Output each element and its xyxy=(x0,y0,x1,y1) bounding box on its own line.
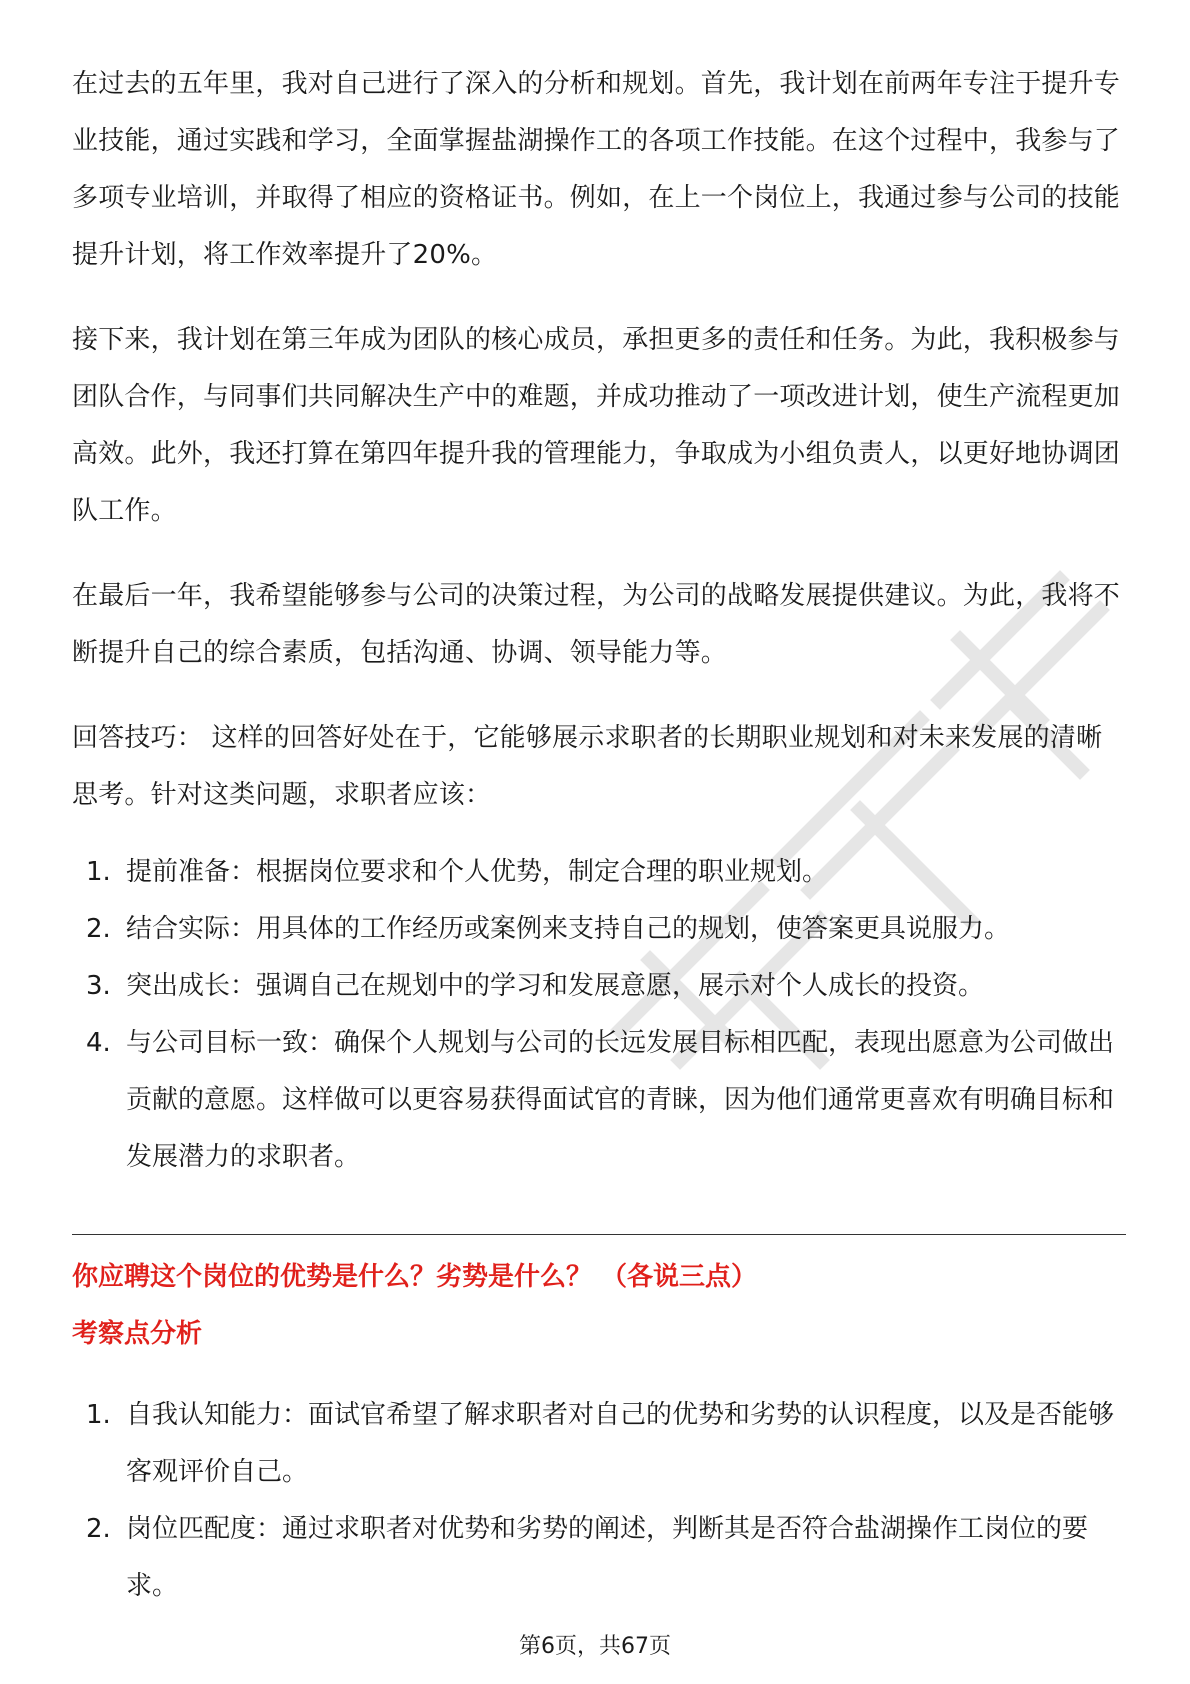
section-divider xyxy=(72,1234,1126,1235)
list-item-number: 3. xyxy=(86,971,111,1001)
paragraph-answer-tips: 回答技巧： 这样的回答好处在于，它能够展示求职者的长期职业规划和对未来发展的清晰思考。针对这类问题，求职者应该： xyxy=(72,723,1103,810)
list-item xyxy=(72,1387,1126,1501)
tips-list xyxy=(72,844,1126,1186)
page-number-footer: 第6页，共67页 xyxy=(519,1634,671,1659)
document-body xyxy=(72,56,1126,1663)
list-item xyxy=(72,844,1126,901)
analysis-list xyxy=(72,1387,1126,1615)
analysis-heading: 考察点分析 xyxy=(72,1319,203,1349)
paragraph-plan-intro: 在过去的五年里，我对自己进行了深入的分析和规划。首先，我计划在前两年专注于提升专业技能，通过实践和学习，全面掌握盐湖操作工的各项工作技能。在这个过程中，我参与了多项专业培训，并取得了相应的资格证书。例如，在上一个岗位上，我通过参与公司的技能提升计划，将工作效率提升了20%。 xyxy=(72,69,1121,270)
paragraph-plan-final: 在最后一年，我希望能够参与公司的决策过程，为公司的战略发展提供建议。为此，我将不断提升自己的综合素质，包括沟通、协调、领导能力等。 xyxy=(72,581,1121,668)
list-item-number: 4. xyxy=(86,1028,111,1058)
list-item xyxy=(72,1015,1126,1186)
list-item xyxy=(72,958,1126,1015)
list-item-number: 2. xyxy=(86,1514,111,1544)
question-heading: 你应聘这个岗位的优势是什么？劣势是什么？ （各说三点） xyxy=(72,1262,758,1292)
list-item-text: 结合实际：用具体的工作经历或案例来支持自己的规划，使答案更具说服力。 xyxy=(126,914,1011,944)
list-item-text: 与公司目标一致：确保个人规划与公司的长远发展目标相匹配，表现出愿意为公司做出贡献的意愿。这样做可以更容易获得面试官的青睐，因为他们通常更喜欢有明确目标和发展潜力的求职者。 xyxy=(126,1028,1115,1172)
list-item-number: 1. xyxy=(86,857,111,887)
list-item-text: 岗位匹配度：通过求职者对优势和劣势的阐述，判断其是否符合盐湖操作工岗位的要求。 xyxy=(126,1514,1089,1601)
list-item xyxy=(72,1501,1126,1615)
list-item-text: 突出成长：强调自己在规划中的学习和发展意愿，展示对个人成长的投资。 xyxy=(126,971,985,1001)
list-item-text: 自我认知能力：面试官希望了解求职者对自己的优势和劣势的认识程度，以及是否能够客观评价自己。 xyxy=(126,1400,1115,1487)
list-item-text: 提前准备：根据岗位要求和个人优势，制定合理的职业规划。 xyxy=(126,857,829,887)
list-item xyxy=(72,901,1126,958)
paragraph-plan-middle: 接下来，我计划在第三年成为团队的核心成员，承担更多的责任和任务。为此，我积极参与团队合作，与同事们共同解决生产中的难题，并成功推动了一项改进计划，使生产流程更加高效。此外，我还打算在第四年提升我的管理能力，争取成为小组负责人，以更好地协调团队工作。 xyxy=(72,325,1121,526)
list-item-number: 2. xyxy=(86,914,111,944)
list-item-number: 1. xyxy=(86,1400,111,1430)
